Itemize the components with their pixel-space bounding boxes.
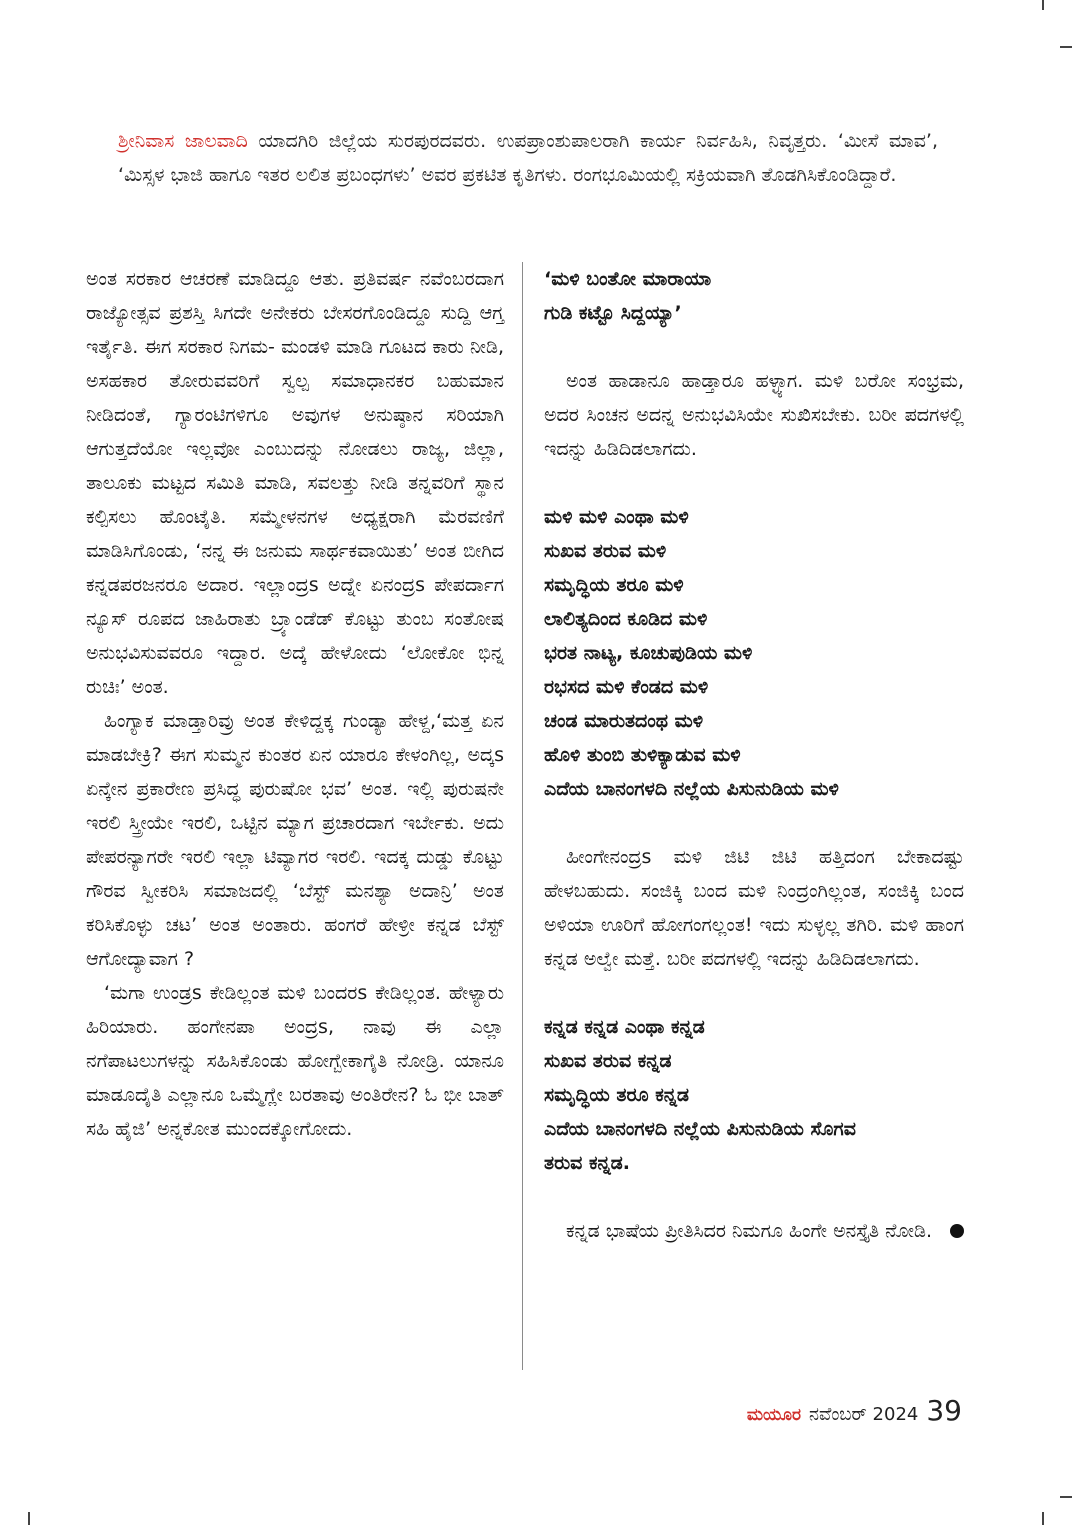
crop-mark-right-lower (1060, 1496, 1072, 1498)
column-divider (522, 262, 523, 1370)
song2-line-5: ಭರತ ನಾಟ್ಯ, ಕೂಚುಪುಡಿಯ ಮಳಿ (544, 642, 753, 664)
author-bio (118, 124, 938, 192)
crop-mark-bottom-right (1042, 1512, 1044, 1525)
issue-date: ನವೆಂಬರ್ 2024 (809, 1404, 919, 1425)
right-paragraph-3 (544, 1214, 964, 1248)
right-paragraph-1: ಅಂತ ಹಾಡಾನೂ ಹಾಡ್ತಾರೂ ಹಳ್ಳ್ಯಾಗ. ಮಳಿ ಬರೋ ಸಂಭ್ರಮ, ಅದರ ಸಿಂಚನ ಅದನ್ನ ಅನುಭವಿಸಿಯೇ ಸುಖಿಸಬೇಕು. ಬರೀ ಪದಗಳಲ್ಲಿ ಇದನ್ನು ಹಿಡಿದಿಡಲಾಗದು. (544, 370, 964, 460)
song3-line-1: ಕನ್ನಡ ಕನ್ನಡ ಎಂಥಾ ಕನ್ನಡ (544, 1016, 705, 1038)
magazine-logo: ಮಯೂರ (746, 1405, 802, 1425)
song1-line-1: ‘ಮಳಿ ಬಂತೋ ಮಾರಾಯಾ (544, 268, 712, 290)
left-paragraph-1: ಅಂತ ಸರಕಾರ ಆಚರಣೆ ಮಾಡಿದ್ದೂ ಆತು. ಪ್ರತಿವರ್ಷ ನವೆಂಬರದಾಗ ರಾಜ್ಯೋತ್ಸವ ಪ್ರಶಸ್ತಿ ಸಿಗದೇ ಅನೇಕರು ಬೇಸರಗೊಂಡಿದ್ದೂ ಸುದ್ದಿ ಆಗ್ತ ಇರ್ತೈತಿ. ಈಗ ಸರಕಾರ ನಿಗಮ- ಮಂಡಳಿ ಮಾಡಿ ಗೂಟದ ಕಾರು ನೀಡಿ, ಅಸಹಕಾರ ತೋರುವವರಿಗೆ ಸ್ವಲ್ಪ ಸಮಾಧಾನಕರ ಬಹುಮಾನ ನೀಡಿದಂತೆ, ಗ್ಯಾರಂಟಿಗಳಿಗೂ ಅವುಗಳ ಅನುಷ್ಠಾನ ಸರಿಯಾಗಿ ಆಗುತ್ತದೆಯೋ ಇಲ್ಲವೋ ಎಂಬುದನ್ನು ನೋಡಲು ರಾಜ್ಯ, ಜಿಲ್ಲಾ, ತಾಲೂಕು ಮಟ್ಟದ ಸಮಿತಿ ಮಾಡಿ, ಸವಲತ್ತು ನೀಡಿ ತನ್ನವರಿಗೆ ಸ್ಥಾನ ಕಲ್ಪಿಸಲು ಹೊಂಟೈತಿ. ಸಮ್ಮೇಳನಗಳ ಅಧ್ಯಕ್ಷರಾಗಿ ಮೆರವಣಿಗೆ ಮಾಡಿಸಿಗೊಂಡು, ‘ನನ್ನ ಈ ಜನುಮ ಸಾರ್ಥಕವಾಯಿತು’ ಅಂತ ಬೀಗಿದ ಕನ್ನಡಪರಜನರೂ ಅದಾರ. ಇಲ್ಲಾಂದ್ರs ಅದ್ನೇ ಏನಂದ್ರs ಪೇಪರ್ದಾಗ ನ್ಯೂಸ್ ರೂಪದ ಜಾಹಿರಾತು ಬ್ರ್ಯಾಂಡೆಡ್ ಕೊಟ್ಟು ತುಂಬ ಸಂತೋಷ ಅನುಭವಿಸುವವರೂ ಇದ್ದಾರ. ಅದ್ಕೆ ಹೇಳೋದು ‘ಲೋಕೋ ಭಿನ್ನ ರುಚಿಃ’ ಅಂತ. (86, 268, 504, 698)
crop-mark-bottom-left (28, 1512, 30, 1525)
page-number: 39 (926, 1394, 962, 1427)
song2-line-6: ರಭಸದ ಮಳಿ ಕೆಂಡದ ಮಳಿ (544, 676, 709, 698)
left-column (86, 262, 504, 1146)
song2-line-3: ಸಮೃದ್ಧಿಯ ತರೂ ಮಳಿ (544, 574, 684, 596)
crop-mark-right-upper (1060, 46, 1072, 48)
song2-line-8: ಹೊಳಿ ತುಂಬಿ ತುಳಿಕ್ಯಾಡುವ ಮಳಿ (544, 744, 741, 766)
crop-mark-top-right (1042, 0, 1044, 10)
page-footer (747, 1394, 962, 1427)
song2-line-2: ಸುಖವ ತರುವ ಮಳಿ (544, 540, 667, 562)
song2-line-7: ಚಂಡ ಮಾರುತದಂಥ ಮಳಿ (544, 710, 704, 732)
song2-line-4: ಲಾಲಿತ್ಯದಿಂದ ಕೂಡಿದ ಮಳಿ (544, 608, 708, 630)
author-name: ಶ್ರೀನಿವಾಸ ಜಾಲವಾದಿ (118, 130, 248, 152)
song3-line-4: ಎದೆಯ ಬಾನಂಗಳದಿ ನಲ್ಲೆಯ ಪಿಸುನುಡಿಯ ಸೊಗವ (544, 1118, 856, 1140)
end-bullet-icon (950, 1224, 964, 1238)
left-paragraph-2: ಹಿಂಗ್ಯಾಕ ಮಾಡ್ತಾರಿವ್ರು ಅಂತ ಕೇಳಿದ್ದಕ್ಕ ಗುಂಡ್ಯಾ ಹೇಳ್ದ,‘ಮತ್ತ ಏನ ಮಾಡಬೇಕ್ರಿ? ಈಗ ಸುಮ್ಮನ ಕುಂತರ ಏನ ಯಾರೂ ಕೇಳಂಗಿಲ್ಲ, ಅದ್ಕs ಏನ್ಕೇನ ಪ್ರಕಾರೇಣ ಪ್ರಸಿದ್ಧ ಪುರುಷೋ ಭವ’ ಅಂತ. ಇಲ್ಲಿ ಪುರುಷನೇ ಇರಲಿ ಸ್ತ್ರೀಯೇ ಇರಲಿ, ಒಟ್ಟಿನ ಮ್ಯಾಗ ಪ್ರಚಾರದಾಗ ಇರ್ಬೇಕು. ಅದು ಪೇಪರನ್ಯಾಗರೇ ಇರಲಿ ಇಲ್ಲಾ ಟಿವ್ಯಾಗರ ಇರಲಿ. ಇದಕ್ಕ ದುಡ್ಡು ಕೊಟ್ಟು ಗೌರವ ಸ್ವೀಕರಿಸಿ ಸಮಾಜದಲ್ಲಿ ‘ಬೆಸ್ಟ್ ಮನಶ್ಯಾ ಅದಾನ್ರಿ’ ಅಂತ ಕರಿಸಿಕೊಳ್ಳು ಚಟ’ ಅಂತ ಅಂತಾರು. ಹಂಗರೆ ಹೇಳ್ರೀ ಕನ್ನಡ ಬೆಸ್ಟ್ ಆಗೋದ್ಯಾವಾಗ ? (86, 710, 504, 970)
song3-line-3: ಸಮೃದ್ಧಿಯ ತರೂ ಕನ್ನಡ (544, 1084, 690, 1106)
song3-line-5: ತರುವ ಕನ್ನಡ. (544, 1152, 630, 1174)
song3-line-2: ಸುಖವ ತರುವ ಕನ್ನಡ (544, 1050, 672, 1072)
song2-line-9: ಎದೆಯ ಬಾನಂಗಳದಿ ನಲ್ಲೆಯ ಪಿಸುನುಡಿಯ ಮಳಿ (544, 778, 839, 800)
right-paragraph-2: ಹೀಂಗೇನಂದ್ರs ಮಳಿ ಜಿಟಿ ಜಿಟಿ ಹತ್ತಿದಂಗ ಬೇಕಾದಷ್ಟು ಹೇಳಬಹುದು. ಸಂಜಿಕ್ಕಿ ಬಂದ ಮಳಿ ನಿಂದ್ರಂಗಿಲ್ಲಂತ, ಸಂಜಿಕ್ಕಿ ಬಂದ ಅಳಿಯಾ ಊರಿಗೆ ಹೋಗಂಗಲ್ಲಂತ! ಇದು ಸುಳ್ಳಲ್ಲ ತಗಿರಿ. ಮಳಿ ಹಾಂಗ ಕನ್ನಡ ಅಲ್ವೇ ಮತ್ತೆ. ಬರೀ ಪದಗಳಲ್ಲಿ ಇದನ್ನು ಹಿಡಿದಿಡಲಾಗದು. (544, 846, 964, 970)
right-column (544, 262, 964, 1248)
song2-line-1: ಮಳಿ ಮಳಿ ಎಂಥಾ ಮಳಿ (544, 506, 689, 528)
song1-line-2: ಗುಡಿ ಕಟ್ಟೊ ಸಿದ್ದಯ್ಯಾ’ (544, 302, 682, 324)
left-paragraph-3: ‘ಮಗಾ ಉಂಡ್ರs ಕೇಡಿಲ್ಲಂತ ಮಳಿ ಬಂದರs ಕೇಡಿಲ್ಲಂತ. ಹೇಳ್ಯಾರು ಹಿರಿಯಾರು. ಹಂಗೇನಪಾ ಅಂದ್ರs, ನಾವು ಈ ಎಲ್ಲಾ ನಗೆಪಾಟಲುಗಳನ್ನು ಸಹಿಸಿಕೊಂಡು ಹೋಗ್ಬೇಕಾಗೈತಿ ನೋಡ್ರಿ. ಯಾನೂ ಮಾಡೂದೈತಿ ಎಲ್ಲಾನೂ ಒಮ್ಮೆಗ್ಲೇ ಬರತಾವು ಅಂತಿರೇನ? ಓ ಭೀ ಬಾತ್ ಸಹಿ ಹೈಜಿ’ ಅನ್ನಕೋತ ಮುಂದಕ್ಕೋಗೋದು. (86, 982, 504, 1140)
author-bio-text: ಯಾದಗಿರಿ ಜಿಲ್ಲೆಯ ಸುರಪುರದವರು. ಉಪಪ್ರಾಂಶುಪಾಲರಾಗಿ ಕಾರ್ಯ ನಿರ್ವಹಿಸಿ, ನಿವೃತ್ತರು. ‘ಮೀಸೆ ಮಾವ’, ‘ಮಿಸ್ಸಳ ಭಾಜಿ ಹಾಗೂ ಇತರ ಲಲಿತ ಪ್ರಬಂಧಗಳು’ ಅವರ ಪ್ರಕಟಿತ ಕೃತಿಗಳು. ರಂಗಭೂಮಿಯಲ್ಲಿ ಸಕ್ರಿಯವಾಗಿ ತೊಡಗಿಸಿಕೊಂಡಿದ್ದಾರೆ. (118, 130, 938, 186)
closing-text: ಕನ್ನಡ ಭಾಷೆಯ ಪ್ರೀತಿಸಿದರ ನಿಮಗೂ ಹಿಂಗೇ ಅನಸ್ತೈತಿ ನೋಡಿ. (566, 1220, 933, 1242)
